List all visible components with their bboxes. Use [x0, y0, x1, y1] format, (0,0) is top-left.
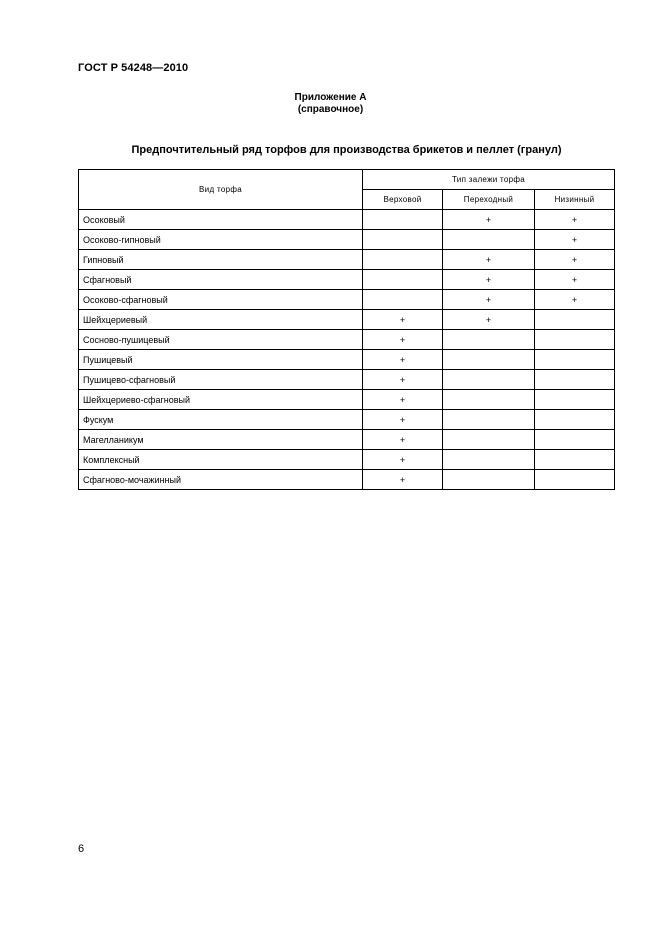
- deposit-mark: [443, 410, 535, 430]
- peat-type-name: Гипновый: [79, 250, 363, 270]
- table-row: [79, 470, 615, 490]
- document-header: ГОСТ Р 54248—2010: [78, 62, 189, 74]
- deposit-mark: +: [363, 310, 443, 330]
- peat-type-name: Пушицевый: [79, 350, 363, 370]
- peat-type-name: Шейхцериево-сфагновый: [79, 390, 363, 410]
- peat-type-column-header: Вид торфа: [79, 170, 363, 210]
- deposit-mark: +: [363, 330, 443, 350]
- table-row: [79, 310, 615, 330]
- deposit-mark: [363, 210, 443, 230]
- peat-type-name: Магелланикум: [79, 430, 363, 450]
- deposit-mark: +: [363, 370, 443, 390]
- appendix-title: Приложение А: [294, 92, 367, 103]
- deposit-mark: +: [363, 350, 443, 370]
- deposit-mark: +: [443, 210, 535, 230]
- peat-type-name: Шейхцериевый: [79, 310, 363, 330]
- deposit-mark: +: [363, 470, 443, 490]
- deposit-mark: [535, 390, 615, 410]
- deposit-mark: +: [443, 270, 535, 290]
- table-row: [79, 290, 615, 310]
- deposit-mark: [535, 370, 615, 390]
- deposit-mark: +: [535, 230, 615, 250]
- table-row: [79, 250, 615, 270]
- peat-types-table: [78, 169, 615, 490]
- deposit-mark: [363, 250, 443, 270]
- deposit-mark: [443, 330, 535, 350]
- peat-type-name: Фускум: [79, 410, 363, 430]
- table-row: [79, 350, 615, 370]
- deposit-mark: +: [535, 210, 615, 230]
- table-row: [79, 430, 615, 450]
- peat-type-name: Осоково-сфагновый: [79, 290, 363, 310]
- table-title: Предпочтительный ряд торфов для производства брикетов и пеллет (гранул): [131, 144, 562, 156]
- deposit-mark: [535, 450, 615, 470]
- deposit-type-header-upland: Верховой: [363, 190, 443, 210]
- deposit-mark: [535, 310, 615, 330]
- deposit-mark: [535, 430, 615, 450]
- deposit-mark: +: [443, 310, 535, 330]
- deposit-mark: [443, 350, 535, 370]
- deposit-type-header-lowland: Низинный: [535, 190, 615, 210]
- deposit-mark: [443, 450, 535, 470]
- peat-type-name: Сосново-пушицевый: [79, 330, 363, 350]
- deposit-mark: +: [363, 430, 443, 450]
- deposit-mark: [535, 350, 615, 370]
- deposit-mark: +: [535, 290, 615, 310]
- deposit-mark: [443, 470, 535, 490]
- deposit-mark: [443, 430, 535, 450]
- deposit-mark: +: [363, 390, 443, 410]
- deposit-mark: [443, 230, 535, 250]
- deposit-type-header-transitional: Переходный: [443, 190, 535, 210]
- peat-type-name: Сфагновый: [79, 270, 363, 290]
- deposit-mark: [363, 270, 443, 290]
- deposit-mark: +: [535, 250, 615, 270]
- deposit-mark: [443, 370, 535, 390]
- table-row: [79, 370, 615, 390]
- table-row: [79, 270, 615, 290]
- appendix-note: (справочное): [297, 104, 364, 115]
- peat-type-name: Пушицево-сфагновый: [79, 370, 363, 390]
- deposit-mark: +: [363, 410, 443, 430]
- page-number: 6: [78, 843, 85, 855]
- deposit-mark: +: [443, 250, 535, 270]
- deposit-mark: +: [363, 450, 443, 470]
- table-row: [79, 230, 615, 250]
- deposit-mark: [443, 390, 535, 410]
- deposit-type-group-header: Тип залежи торфа: [363, 170, 615, 190]
- table-row: [79, 410, 615, 430]
- deposit-mark: +: [443, 290, 535, 310]
- deposit-mark: [535, 410, 615, 430]
- peat-type-name: Сфагново-мочажинный: [79, 470, 363, 490]
- table-row: [79, 390, 615, 410]
- table-row: [79, 450, 615, 470]
- table-row: [79, 330, 615, 350]
- deposit-mark: [535, 330, 615, 350]
- peat-type-name: Осоковый: [79, 210, 363, 230]
- table-row: [79, 210, 615, 230]
- deposit-mark: [363, 230, 443, 250]
- deposit-mark: +: [535, 270, 615, 290]
- peat-type-name: Осоково-гипновый: [79, 230, 363, 250]
- deposit-mark: [363, 290, 443, 310]
- deposit-mark: [535, 470, 615, 490]
- peat-type-name: Комплексный: [79, 450, 363, 470]
